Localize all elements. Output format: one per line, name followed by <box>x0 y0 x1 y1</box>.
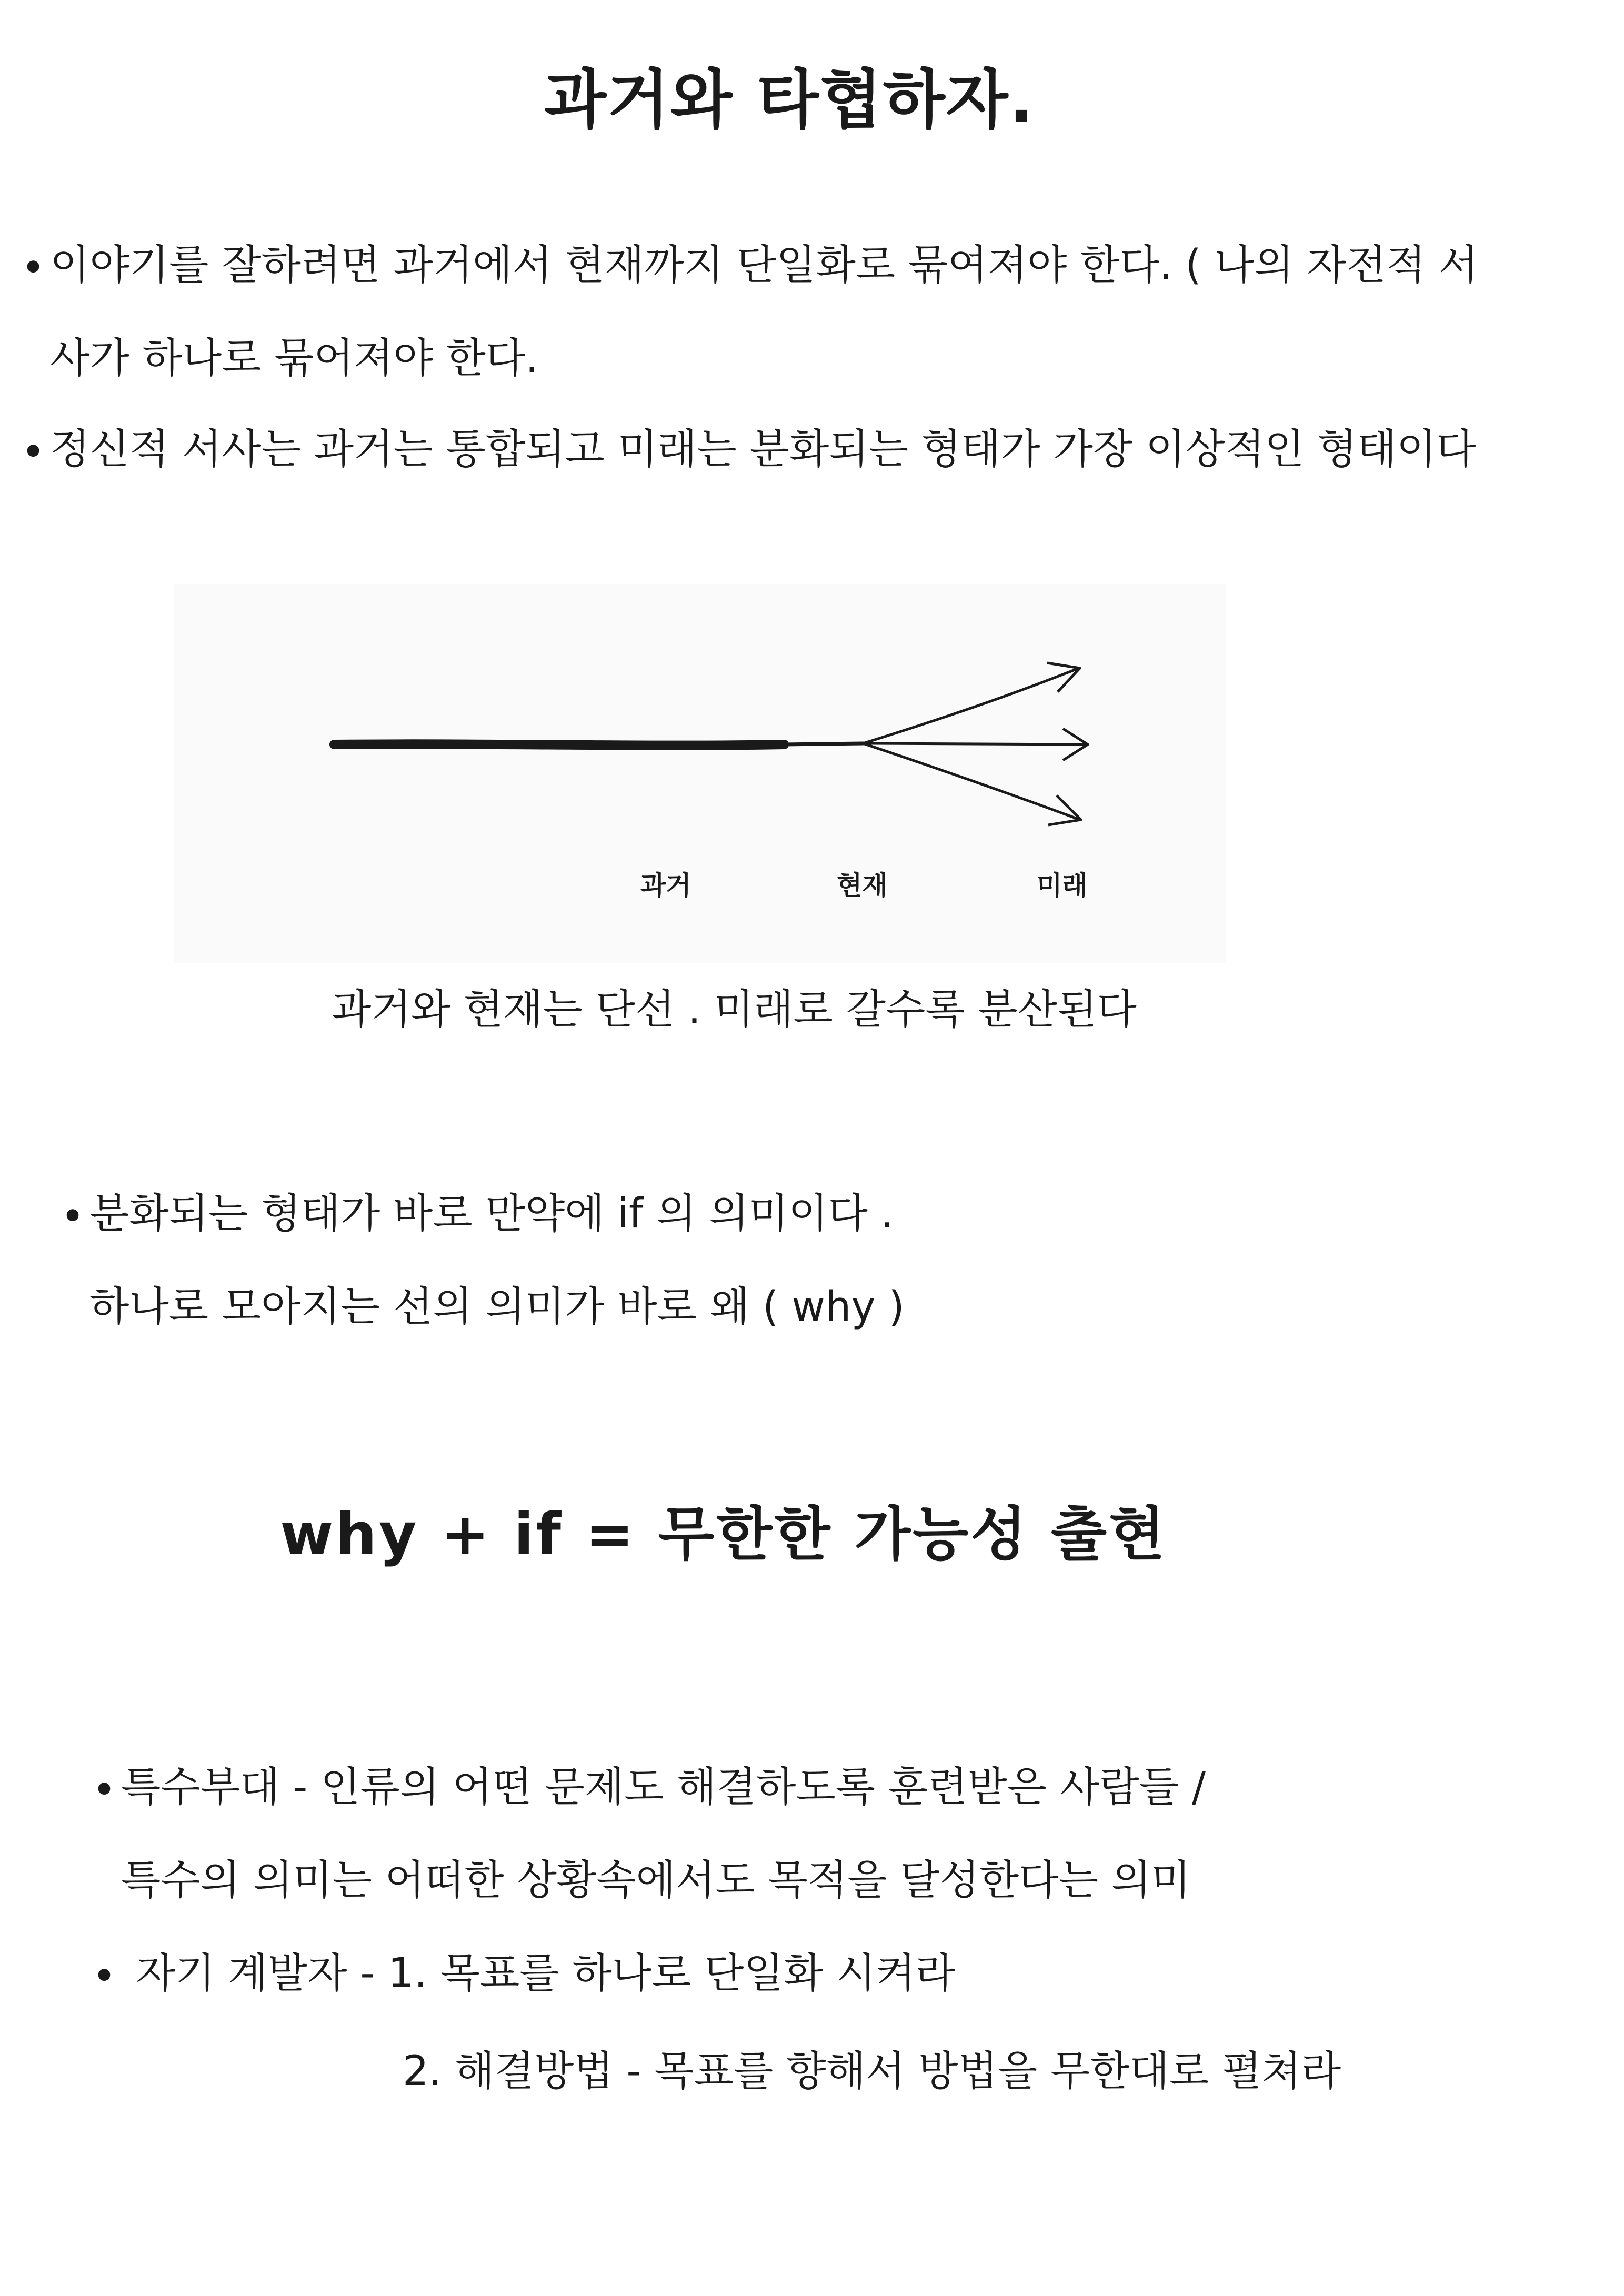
diagram-background <box>174 584 1226 963</box>
diagram-label-present: 현재 <box>837 870 888 901</box>
bullet-marker: • <box>21 245 46 292</box>
paragraph-line: 분화되는 형태가 바로 만약에 if 의 의미이다 . <box>89 1190 894 1237</box>
diagram-caption: 과거와 현재는 단선 . 미래로 갈수록 분산된다 <box>332 986 1137 1033</box>
paragraph-line: 특수의 의미는 어떠한 상황속에서도 목적을 달성한다는 의미 <box>121 1857 1191 1904</box>
paragraph-line: 이야기를 잘하려면 과거에서 현재까지 단일화로 묶여져야 한다. ( 나의 자전적 서 <box>50 241 1479 289</box>
bullet-marker: • <box>21 429 46 476</box>
paragraph-line: 자기 계발자 - 1. 목표를 하나로 단일화 시켜라 <box>136 1950 956 1997</box>
equation-heading: why + if = 무한한 가능성 출현 <box>280 1501 1167 1568</box>
bullet-marker: • <box>61 1193 85 1241</box>
timeline-diagram <box>174 584 1226 963</box>
bullet-marker: • <box>92 1767 117 1814</box>
paragraph-line: 사가 하나로 묶어져야 한다. <box>50 335 539 382</box>
paragraph-line: 2. 해결방법 - 목표를 향해서 방법을 무한대로 펼쳐라 <box>403 2048 1341 2095</box>
paragraph-line: 하나로 모아지는 선의 의미가 바로 왜 ( why ) <box>89 1283 905 1331</box>
present-line <box>784 743 863 744</box>
past-line <box>334 744 784 745</box>
paragraph-line: 특수부대 - 인류의 어떤 문제도 해결하도록 훈련받은 사람들 / <box>121 1764 1206 1811</box>
diagram-label-future: 미래 <box>1037 870 1088 901</box>
bullet-marker: • <box>92 1953 117 2000</box>
diagram-label-past: 과거 <box>640 870 691 901</box>
page-title: 과거와 타협하자. <box>544 63 1035 137</box>
paragraph-line: 정신적 서사는 과거는 통합되고 미래는 분화되는 형태가 가장 이상적인 형태이다 <box>50 426 1476 473</box>
future-arrow-middle <box>863 743 1087 744</box>
